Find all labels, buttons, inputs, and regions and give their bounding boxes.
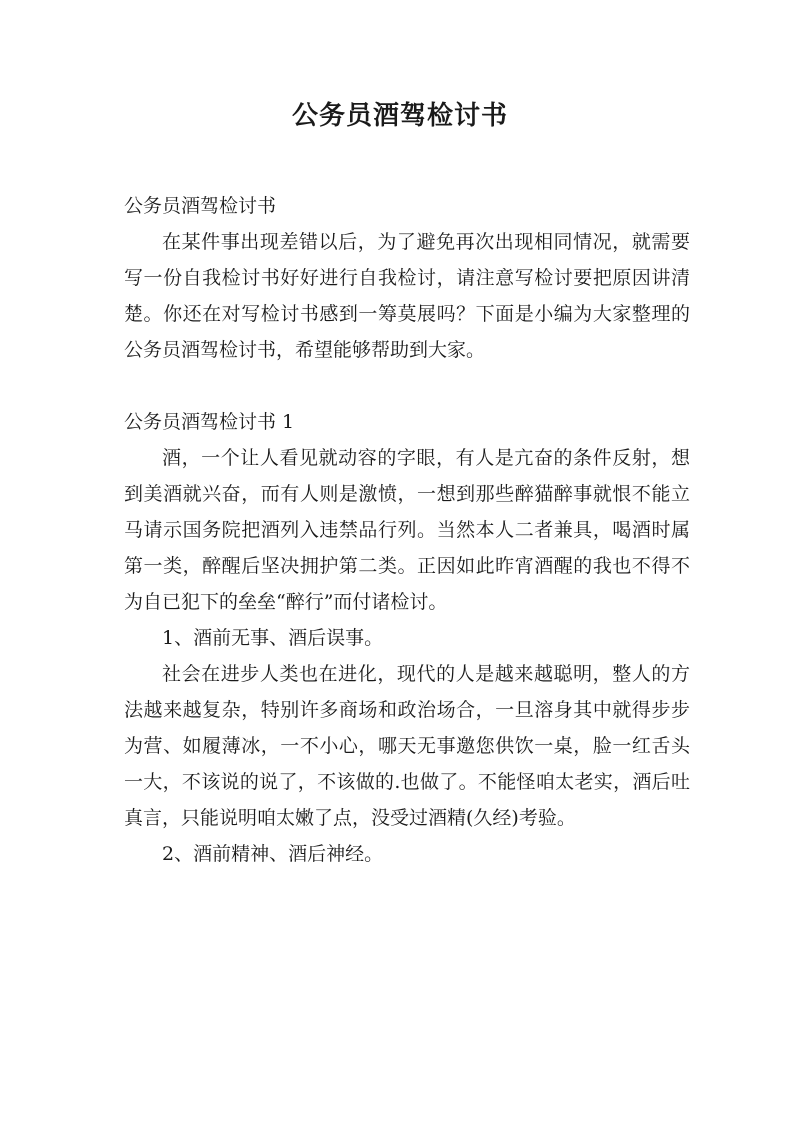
section1-paragraph-2: 社会在进步人类也在进化，现代的人是越来越聪明，整人的方法越来越复杂，特别许多商场和政治场合，一旦溶身其中就得步步为营、如履薄冰，一不小心，哪天无事邀您供饮一桌，脸一红舌头一大，不该说的说了，不该做的.也做了。不能怪咱太老实，酒后吐真言，只能说明咱太嫩了点，没受过酒精(久经)考验。 [124, 663, 690, 829]
section1-heading: 公务员酒驾检讨书 1 [124, 411, 295, 433]
section-spacer [124, 368, 690, 404]
intro-heading: 公务员酒驾检讨书 [124, 195, 277, 217]
section1-paragraph-1: 酒，一个让人看见就动容的字眼，有人是亢奋的条件反射，想到美酒就兴奋，而有人则是激愤，一想到那些醉猫醉事就恨不能立马请示国务院把酒列入违禁品行列。当然本人二者兼具，喝酒时属第一类，醉醒后坚决拥护第二类。正因如此昨宵酒醒的我也不得不为自已犯下的垒垒“醉行”而付诸检讨。 [124, 447, 690, 613]
document-body [124, 188, 690, 872]
point-1: 1、酒前无事、酒后误事。 [162, 627, 384, 649]
intro-paragraph: 在某件事出现差错以后，为了避免再次出现相同情况，就需要写一份自我检讨书好好进行自我检讨，请注意写检讨要把原因讲清楚。你还在对写检讨书感到一筹莫展吗？下面是小编为大家整理的公务员酒驾检讨书，希望能够帮助到大家。 [124, 231, 690, 361]
point-2: 2、酒前精神、酒后神经。 [162, 843, 384, 865]
document-title: 公务员酒驾检讨书 [291, 101, 508, 131]
